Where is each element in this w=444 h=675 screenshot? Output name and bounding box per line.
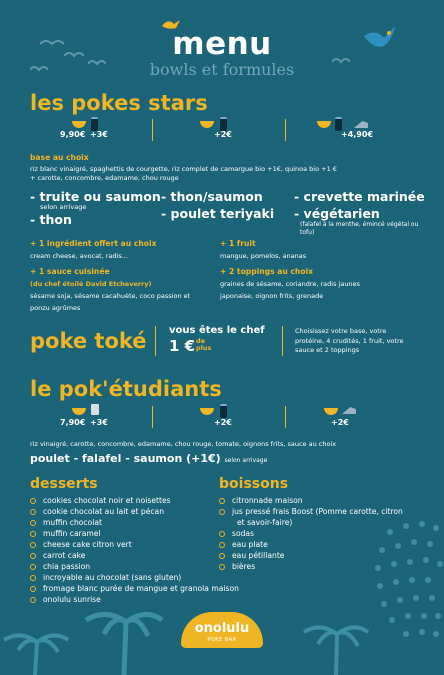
section-title-boissons: boissons <box>219 476 289 492</box>
bowl-icon <box>317 121 331 128</box>
ingredient-text: cream cheese, avocat, radis... <box>30 252 128 260</box>
fruit-title: + 1 fruit <box>220 239 256 248</box>
dessert-item: fromage blanc purée de mangue et granola maison <box>30 584 239 594</box>
divider <box>282 326 283 356</box>
divider <box>285 119 286 141</box>
bullet-icon <box>30 531 36 537</box>
drink-can-icon <box>335 117 342 131</box>
divider <box>152 406 153 428</box>
section-title-etudiants: le pok'étudiants <box>30 377 222 401</box>
chef-line: vous êtes le chef <box>169 325 265 336</box>
bullet-icon <box>30 553 36 559</box>
dessert-item: cookie chocolat au lait et pécan <box>30 507 164 517</box>
sauce-text-2: ponzu agrûmes <box>30 304 81 312</box>
price-base: 7,90€ <box>60 418 86 427</box>
price-formula-3: +4,90€ <box>341 130 374 139</box>
bullet-icon <box>30 586 36 592</box>
toppings-title: + 2 toppings au choix <box>220 267 314 276</box>
drink-item: bières <box>219 562 255 572</box>
de-plus: de plus <box>196 337 212 352</box>
drink-can-icon <box>220 117 227 131</box>
cake-icon <box>354 121 368 128</box>
bowl-icon <box>72 408 86 415</box>
bullet-icon <box>30 542 36 548</box>
dessert-item: carrot cake <box>30 551 85 561</box>
logo-tag: POKE BAR <box>207 637 237 643</box>
etudiants-price-row <box>30 404 420 432</box>
etudiants-base-line: riz vinaigré, carotte, concombre, edamame, chou rouge, tomate, oignons frits, sauce au choix <box>30 440 337 448</box>
poke-toke-desc-2: protéine, 4 crudités, 1 fruit, votre <box>295 337 404 345</box>
bowl-icon <box>200 408 214 415</box>
drink-item: eau pétillante <box>219 551 284 561</box>
price-formula-3: +2€ <box>331 418 349 427</box>
etudiants-choice <box>30 452 267 465</box>
palm-tree-icon <box>300 618 370 675</box>
dessert-item: chia passion <box>30 562 90 572</box>
section-title-desserts: desserts <box>30 476 98 492</box>
poke-toke-desc-1: Choisissez votre base, votre <box>295 327 387 335</box>
page-subtitle: bowls et formules <box>149 60 295 79</box>
sauce-chef: (du chef étoilé David Etcheverry) <box>30 280 152 288</box>
palm-tree-icon <box>0 628 70 675</box>
bullet-icon <box>30 509 36 515</box>
protein-poulet: - poulet teriyaki <box>161 206 275 221</box>
dessert-item: cookies chocolat noir et noisettes <box>30 496 171 506</box>
toppings-text-1: graines de sésame, coriandre, radis jaunes <box>220 280 360 288</box>
bowl-icon <box>200 121 214 128</box>
price-formula-2: +2€ <box>214 130 232 139</box>
base-title: base au choix <box>30 153 89 162</box>
bowl-icon <box>324 408 338 415</box>
onolulu-logo <box>181 612 263 648</box>
dotted-circle-decoration <box>370 512 444 652</box>
poke-toke-price: 1 € <box>169 337 196 355</box>
page-title: menu <box>172 26 272 62</box>
protein-vegetarien: - végétarien <box>294 206 380 221</box>
section-title-poke-toke: poke toké <box>30 329 147 353</box>
protein-crevette: - crevette marinée <box>294 189 425 204</box>
drink-item: eau plate <box>219 540 268 550</box>
protein-truite-note: selon arrivage <box>40 203 87 211</box>
dessert-item: onolulu sunrise <box>30 595 101 605</box>
bullet-icon <box>30 564 36 570</box>
bullet-icon <box>219 509 225 515</box>
protein-thon: - thon <box>30 212 72 227</box>
divider <box>285 406 286 428</box>
bullet-icon <box>219 553 225 559</box>
dessert-item: cheese cake citron vert <box>30 540 132 550</box>
protein-thon-saumon: - thon/saumon <box>161 189 263 204</box>
section-title-pokes-stars: les pokes stars <box>30 91 208 115</box>
etudiants-choice-text: poulet - falafel - saumon (+1€) <box>30 452 221 465</box>
ingredient-title: + 1 ingrédient offert au choix <box>30 239 157 248</box>
cake-icon <box>342 407 356 414</box>
price-drink: +3€ <box>90 418 108 427</box>
sauce-text-1: sésame soja, sésame cacahuète, coco passion et <box>30 292 191 300</box>
bullet-icon <box>30 498 36 504</box>
dessert-item: muffin caramel <box>30 529 101 539</box>
base-line-1: riz blanc vinaigré, spaghettis de courgette, riz complet de camargue bio +1€, quinoa bio +1 € <box>30 165 337 173</box>
bullet-icon <box>30 520 36 526</box>
drink-item-cont: et savoir-faire) <box>237 518 293 527</box>
price-formula-2: +2€ <box>214 418 232 427</box>
sauce-title: + 1 sauce cuisinée <box>30 267 110 276</box>
drink-can-icon <box>220 404 227 418</box>
divider <box>152 119 153 141</box>
etudiants-choice-note: selon arrivage <box>224 457 268 464</box>
price-base: 9,90€ <box>60 130 86 139</box>
pokes-stars-price-row <box>30 117 420 145</box>
divider <box>155 326 156 356</box>
poke-toke-desc-3: sauce et 2 toppings <box>295 346 360 354</box>
logo-name: onolulu <box>194 621 250 636</box>
bullet-icon <box>219 498 225 504</box>
palm-tree-icon <box>84 604 164 675</box>
protein-vegetarien-note: (falafel à la menthe, émincé végétal ou tofu) <box>300 221 419 236</box>
toppings-text-2: japonaise, oignon frits, grenade <box>220 292 324 300</box>
drink-cup-icon <box>91 404 99 415</box>
dessert-item: incroyable au chocolat (sans gluten) <box>30 573 181 583</box>
bullet-icon <box>30 575 36 581</box>
drink-item: jus pressé frais Boost (Pomme carotte, citron <box>219 507 403 517</box>
price-drink: +3€ <box>90 130 108 139</box>
drink-can-icon <box>91 117 98 131</box>
bullet-icon <box>219 531 225 537</box>
dessert-item: muffin chocolat <box>30 518 102 528</box>
bowl-icon <box>72 121 86 128</box>
base-line-2: + carotte, concombre, edamame, chou rouge <box>30 174 179 182</box>
drink-item: sodas <box>219 529 254 539</box>
bullet-icon <box>30 597 36 603</box>
drink-item: citronnade maison <box>219 496 303 506</box>
bullet-icon <box>219 542 225 548</box>
protein-truite: - truite ou saumon <box>30 189 161 204</box>
bullet-icon <box>219 564 225 570</box>
fruit-text: mangue, pomelos, ananas <box>220 252 307 260</box>
